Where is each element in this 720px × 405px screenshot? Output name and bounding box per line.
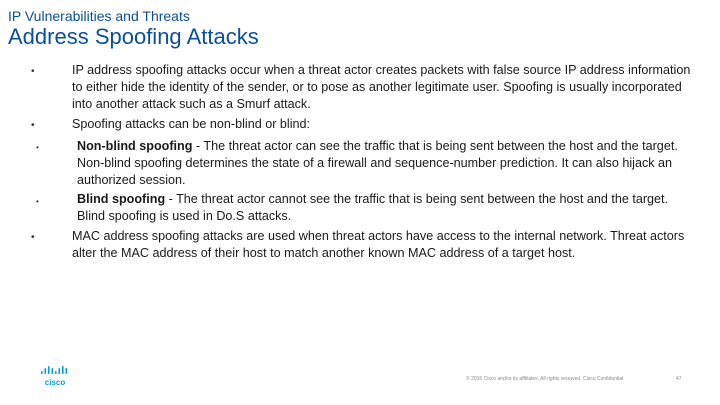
footer-copyright: © 2016 Cisco and/or its affiliates. All rights reserved. Cisco Confidential [466,376,624,382]
sub-bullet-item [77,138,692,189]
svg-text:cisco: cisco [44,378,66,387]
sub-bullet-term: Blind spoofing [77,192,166,206]
bullet-marker: • [31,120,35,131]
bullet-text: Spoofing attacks can be non-blind or blind: [72,117,311,131]
page-number: 47 [676,376,682,382]
bullet-text: MAC address spoofing attacks are used when threat actors have access to the internal network. Threat actors alter the MAC address of their host to match another known MAC address of a target host. [72,229,685,260]
cisco-logo-icon [40,366,70,388]
sub-bullet-marker: • [36,143,39,152]
sub-bullet-term: Non-blind spoofing [77,139,193,153]
bullet-item [72,228,692,262]
section-kicker: IP Vulnerabilities and Threats [8,8,190,24]
sub-bullet-text: - The threat actor can see the traffic that is being sent between the host and the target. Non-blind spoofing determines the state of a firewall and sequence-number prediction. It can also hijack an authorized session. [77,139,678,187]
sub-bullet-text: - The threat actor cannot see the traffic that is being sent between the host and the target. Blind spoofing is used in Do.S attacks. [77,192,669,223]
bullet-marker: • [31,66,35,77]
bullet-item [72,62,692,113]
bullet-marker: • [31,232,35,243]
sub-bullet-marker: • [36,197,39,206]
slide-title: Address Spoofing Attacks [8,24,259,49]
bullet-item [72,116,692,133]
sub-bullet-item [77,191,692,225]
bullet-text: IP address spoofing attacks occur when a threat actor creates packets with false source IP address information to either hide the identity of the sender, or to pose as another legitimate user. Spoofing is usually incorporated into another attack such as a Smurf attack. [72,63,691,111]
